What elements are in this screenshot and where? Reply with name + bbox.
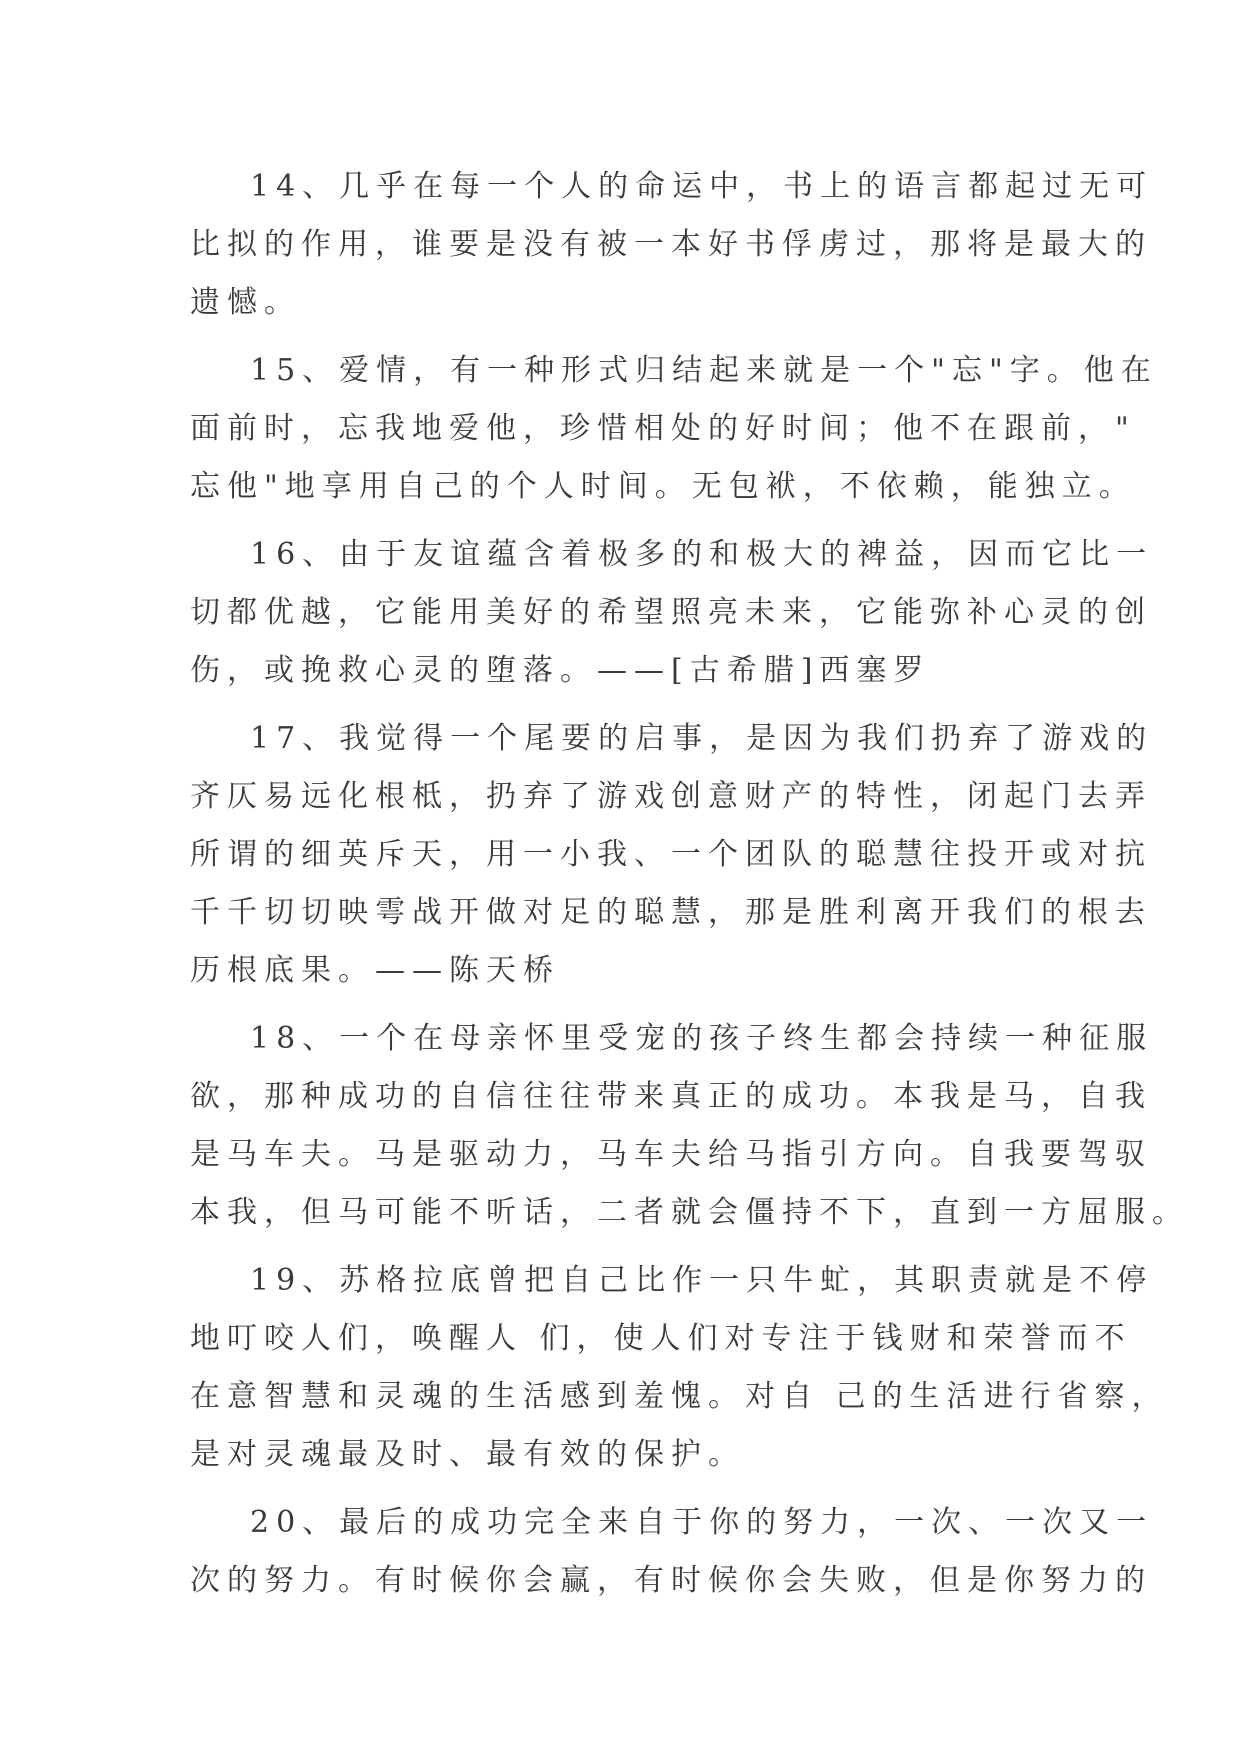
paragraph-14 bbox=[190, 158, 1154, 332]
text-line: 比拟的作用，谁要是没有被一本好书俘虏过，那将是最大的 bbox=[190, 227, 1152, 262]
paragraph-18 bbox=[190, 1010, 1189, 1242]
text-line: 遗憾。 bbox=[190, 285, 301, 320]
paragraph-16 bbox=[190, 526, 1154, 700]
document-body bbox=[190, 158, 1189, 1620]
text-line: 16、由于友谊蕴含着极多的和极大的裨益，因而它比一 bbox=[250, 537, 1154, 572]
text-line: 忘他"地享用自己的个人时间。无包袱，不依赖，能独立。 bbox=[190, 469, 1136, 504]
text-line: 本我，但马可能不听话，二者就会僵持不下，直到一方屈服。 bbox=[190, 1195, 1189, 1230]
text-line: 20、最后的成功完全来自于你的努力，一次、一次又一 bbox=[250, 1505, 1154, 1540]
text-line: 欲，那种成功的自信往往带来真正的成功。本我是马，自我 bbox=[190, 1079, 1152, 1114]
paragraph-19 bbox=[190, 1252, 1169, 1484]
text-line: 历根底果。——陈天桥 bbox=[190, 953, 560, 988]
text-line: 所谓的细英斥天，用一小我、一个团队的聪慧往投开或对抗 bbox=[190, 837, 1152, 872]
paragraph-17 bbox=[190, 710, 1154, 1000]
text-line: 18、一个在母亲怀里受宠的孩子终生都会持续一种征服 bbox=[250, 1021, 1154, 1056]
text-line: 切都优越，它能用美好的希望照亮未来，它能弥补心灵的创 bbox=[190, 595, 1152, 630]
text-line: 在意智慧和灵魂的生活感到羞愧。对自 己的生活进行省察， bbox=[190, 1379, 1169, 1414]
paragraph-20 bbox=[190, 1494, 1154, 1610]
text-line: 15、爱情，有一种形式归结起来就是一个"忘"字。他在 bbox=[250, 353, 1158, 388]
text-line: 17、我觉得一个尾要的启事，是因为我们扔弃了游戏的 bbox=[250, 721, 1154, 756]
text-line: 齐仄易远化根柢，扔弃了游戏创意财产的特性，闭起门去弄 bbox=[190, 779, 1152, 814]
text-line: 千千切切映雩战开做对足的聪慧，那是胜利离开我们的根去 bbox=[190, 895, 1152, 930]
text-line: 伤，或挽救心灵的堕落。——[古希腊]西塞罗 bbox=[190, 653, 931, 688]
text-line: 是对灵魂最及时、最有效的保护。 bbox=[190, 1437, 745, 1472]
text-line: 面前时，忘我地爱他，珍惜相处的好时间；他不在跟前，" bbox=[190, 411, 1136, 446]
text-line: 是马车夫。马是驱动力，马车夫给马指引方向。自我要驾驭 bbox=[190, 1137, 1152, 1172]
text-line: 次的努力。有时候你会赢，有时候你会失败，但是你努力的 bbox=[190, 1563, 1152, 1598]
text-line: 地叮咬人们，唤醒人 们，使人们对专注于钱财和荣誉而不 bbox=[190, 1321, 1132, 1356]
text-line: 19、苏格拉底曾把自己比作一只牛虻，其职责就是不停 bbox=[250, 1263, 1154, 1298]
paragraph-15 bbox=[190, 342, 1158, 516]
text-line: 14、几乎在每一个人的命运中，书上的语言都起过无可 bbox=[250, 169, 1154, 204]
